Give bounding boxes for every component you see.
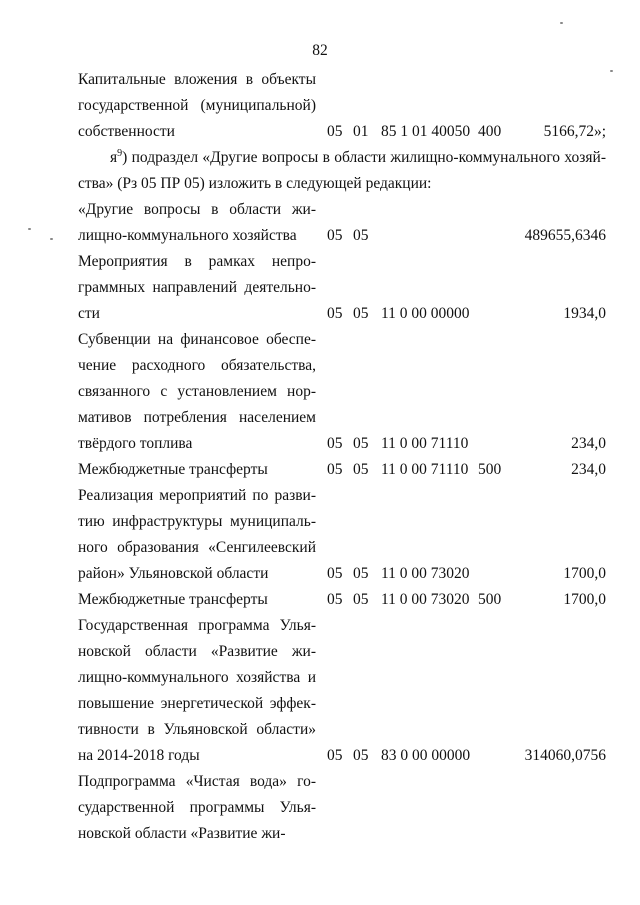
table-row (0, 275, 640, 301)
table-row (0, 67, 640, 93)
table-row (0, 665, 640, 691)
row-description-line: твёрдого топлива (78, 435, 193, 452)
subsection-code: 05 (353, 435, 369, 452)
table-row (0, 795, 640, 821)
target-article-code: 11 0 00 00000 (381, 305, 470, 322)
row-description-line: Субвенции на финансовое обеспе- (78, 331, 316, 348)
table-row (0, 353, 640, 379)
target-article-code: 11 0 00 73020 (381, 591, 470, 608)
section-code: 05 (327, 591, 343, 608)
row-description-line: повышение энергетической эффек- (78, 695, 316, 712)
row-description-line: ного образования «Сенгилеевский (78, 539, 316, 556)
section-code: 05 (327, 305, 343, 322)
section-code: 05 (327, 565, 343, 582)
table-row (0, 249, 640, 275)
row-description-line: лищно-коммунального хозяйства (78, 227, 297, 244)
row-description-line: район» Ульяновской области (78, 565, 269, 582)
subsection-code: 05 (353, 565, 369, 582)
table-row (0, 405, 640, 431)
instruction-text (110, 145, 606, 171)
table-row (0, 769, 640, 795)
subsection-code: 05 (353, 461, 369, 478)
row-description-line: граммных направлений деятельно- (78, 279, 316, 296)
footnote-mark: 9 (117, 147, 123, 159)
expense-type-code: 500 (478, 461, 502, 478)
row-description-line: тию инфраструктуры муниципаль- (78, 513, 316, 530)
subsection-code: 01 (353, 123, 369, 140)
expense-type-code: 500 (478, 591, 502, 608)
instruction-line (0, 171, 640, 197)
row-description-line: сти (78, 305, 100, 322)
row-description-line: тивности в Ульяновской области» (78, 721, 316, 738)
scan-speck (28, 228, 31, 230)
row-description-line: на 2014-2018 годы (78, 747, 200, 764)
table-row (0, 561, 640, 587)
row-description-line: государственной (муниципальной) (78, 97, 316, 114)
table-row (0, 743, 640, 769)
amount-value: 314060,0756 (524, 747, 606, 764)
amount-value: 489655,6346 (524, 227, 606, 244)
subsection-code: 05 (353, 747, 369, 764)
row-description-line: лищно-коммунального хозяйства и (78, 669, 316, 686)
scan-speck (560, 22, 563, 24)
row-description-line: мативов потребления населением (78, 409, 316, 426)
table-row (0, 587, 640, 613)
target-article-code: 11 0 00 71110 (381, 435, 469, 452)
page-number: 82 (312, 42, 328, 59)
subsection-code: 05 (353, 227, 369, 244)
table-row (0, 483, 640, 509)
table-row (0, 457, 640, 483)
row-description-line: связанного с установлением нор- (78, 383, 316, 400)
row-description-line: новской области «Развитие жи- (78, 825, 286, 842)
row-description-line: Межбюджетные трансферты (78, 591, 268, 608)
expense-type-code: 400 (478, 123, 502, 140)
amount-value: 1700,0 (563, 565, 606, 582)
target-article-code: 11 0 00 73020 (381, 565, 470, 582)
section-code: 05 (327, 123, 343, 140)
row-description-line: Капитальные вложения в объекты (78, 71, 316, 88)
subsection-code: 05 (353, 305, 369, 322)
row-description-line: Мероприятия в рамках непро- (78, 253, 316, 270)
table-row (0, 535, 640, 561)
amount-value: 234,0 (571, 435, 606, 452)
table-row (0, 613, 640, 639)
section-code: 05 (327, 747, 343, 764)
row-description-line: Межбюджетные трансферты (78, 461, 268, 478)
target-article-code: 85 1 01 40050 (381, 123, 471, 140)
amount-value: 1934,0 (563, 305, 606, 322)
instruction-line (0, 145, 640, 171)
scan-speck (610, 70, 613, 72)
table-row (0, 223, 640, 249)
section-code: 05 (327, 227, 343, 244)
amount-value: 1700,0 (563, 591, 606, 608)
row-description-line: Реализация мероприятий по разви- (78, 487, 316, 504)
instruction-text: ства» (Рз 05 ПР 05) изложить в следующей редакции: (78, 175, 432, 192)
target-article-code: 11 0 00 71110 (381, 461, 469, 478)
table-row (0, 509, 640, 535)
section-code: 05 (327, 461, 343, 478)
row-description-line: собственности (78, 123, 175, 140)
table-row (0, 691, 640, 717)
instruction-text-part: ) подраздел «Другие вопросы в области жилищно-коммунального хозяй- (122, 149, 606, 166)
section-code: 05 (327, 435, 343, 452)
scan-speck (50, 238, 53, 240)
row-description-line: сударственной программы Улья- (78, 799, 316, 816)
table-row (0, 197, 640, 223)
table-row (0, 431, 640, 457)
table-row (0, 327, 640, 353)
row-description-line: чение расходного обязательства, (78, 357, 316, 374)
table-row (0, 379, 640, 405)
amount-value: 234,0 (571, 461, 606, 478)
amount-value: 5166,72»; (543, 123, 606, 140)
row-description-line: Подпрограмма «Чистая вода» го- (78, 773, 316, 790)
table-row (0, 119, 640, 145)
table-row (0, 639, 640, 665)
table-row (0, 301, 640, 327)
instruction-marker: я (110, 149, 118, 166)
target-article-code: 83 0 00 00000 (381, 747, 471, 764)
table-row (0, 717, 640, 743)
table-row (0, 93, 640, 119)
row-description-line: новской области «Развитие жи- (78, 643, 316, 660)
row-description-line: Государственная программа Улья- (78, 617, 316, 634)
subsection-code: 05 (353, 591, 369, 608)
row-description-line: «Другие вопросы в области жи- (78, 201, 316, 218)
table-row (0, 821, 640, 847)
